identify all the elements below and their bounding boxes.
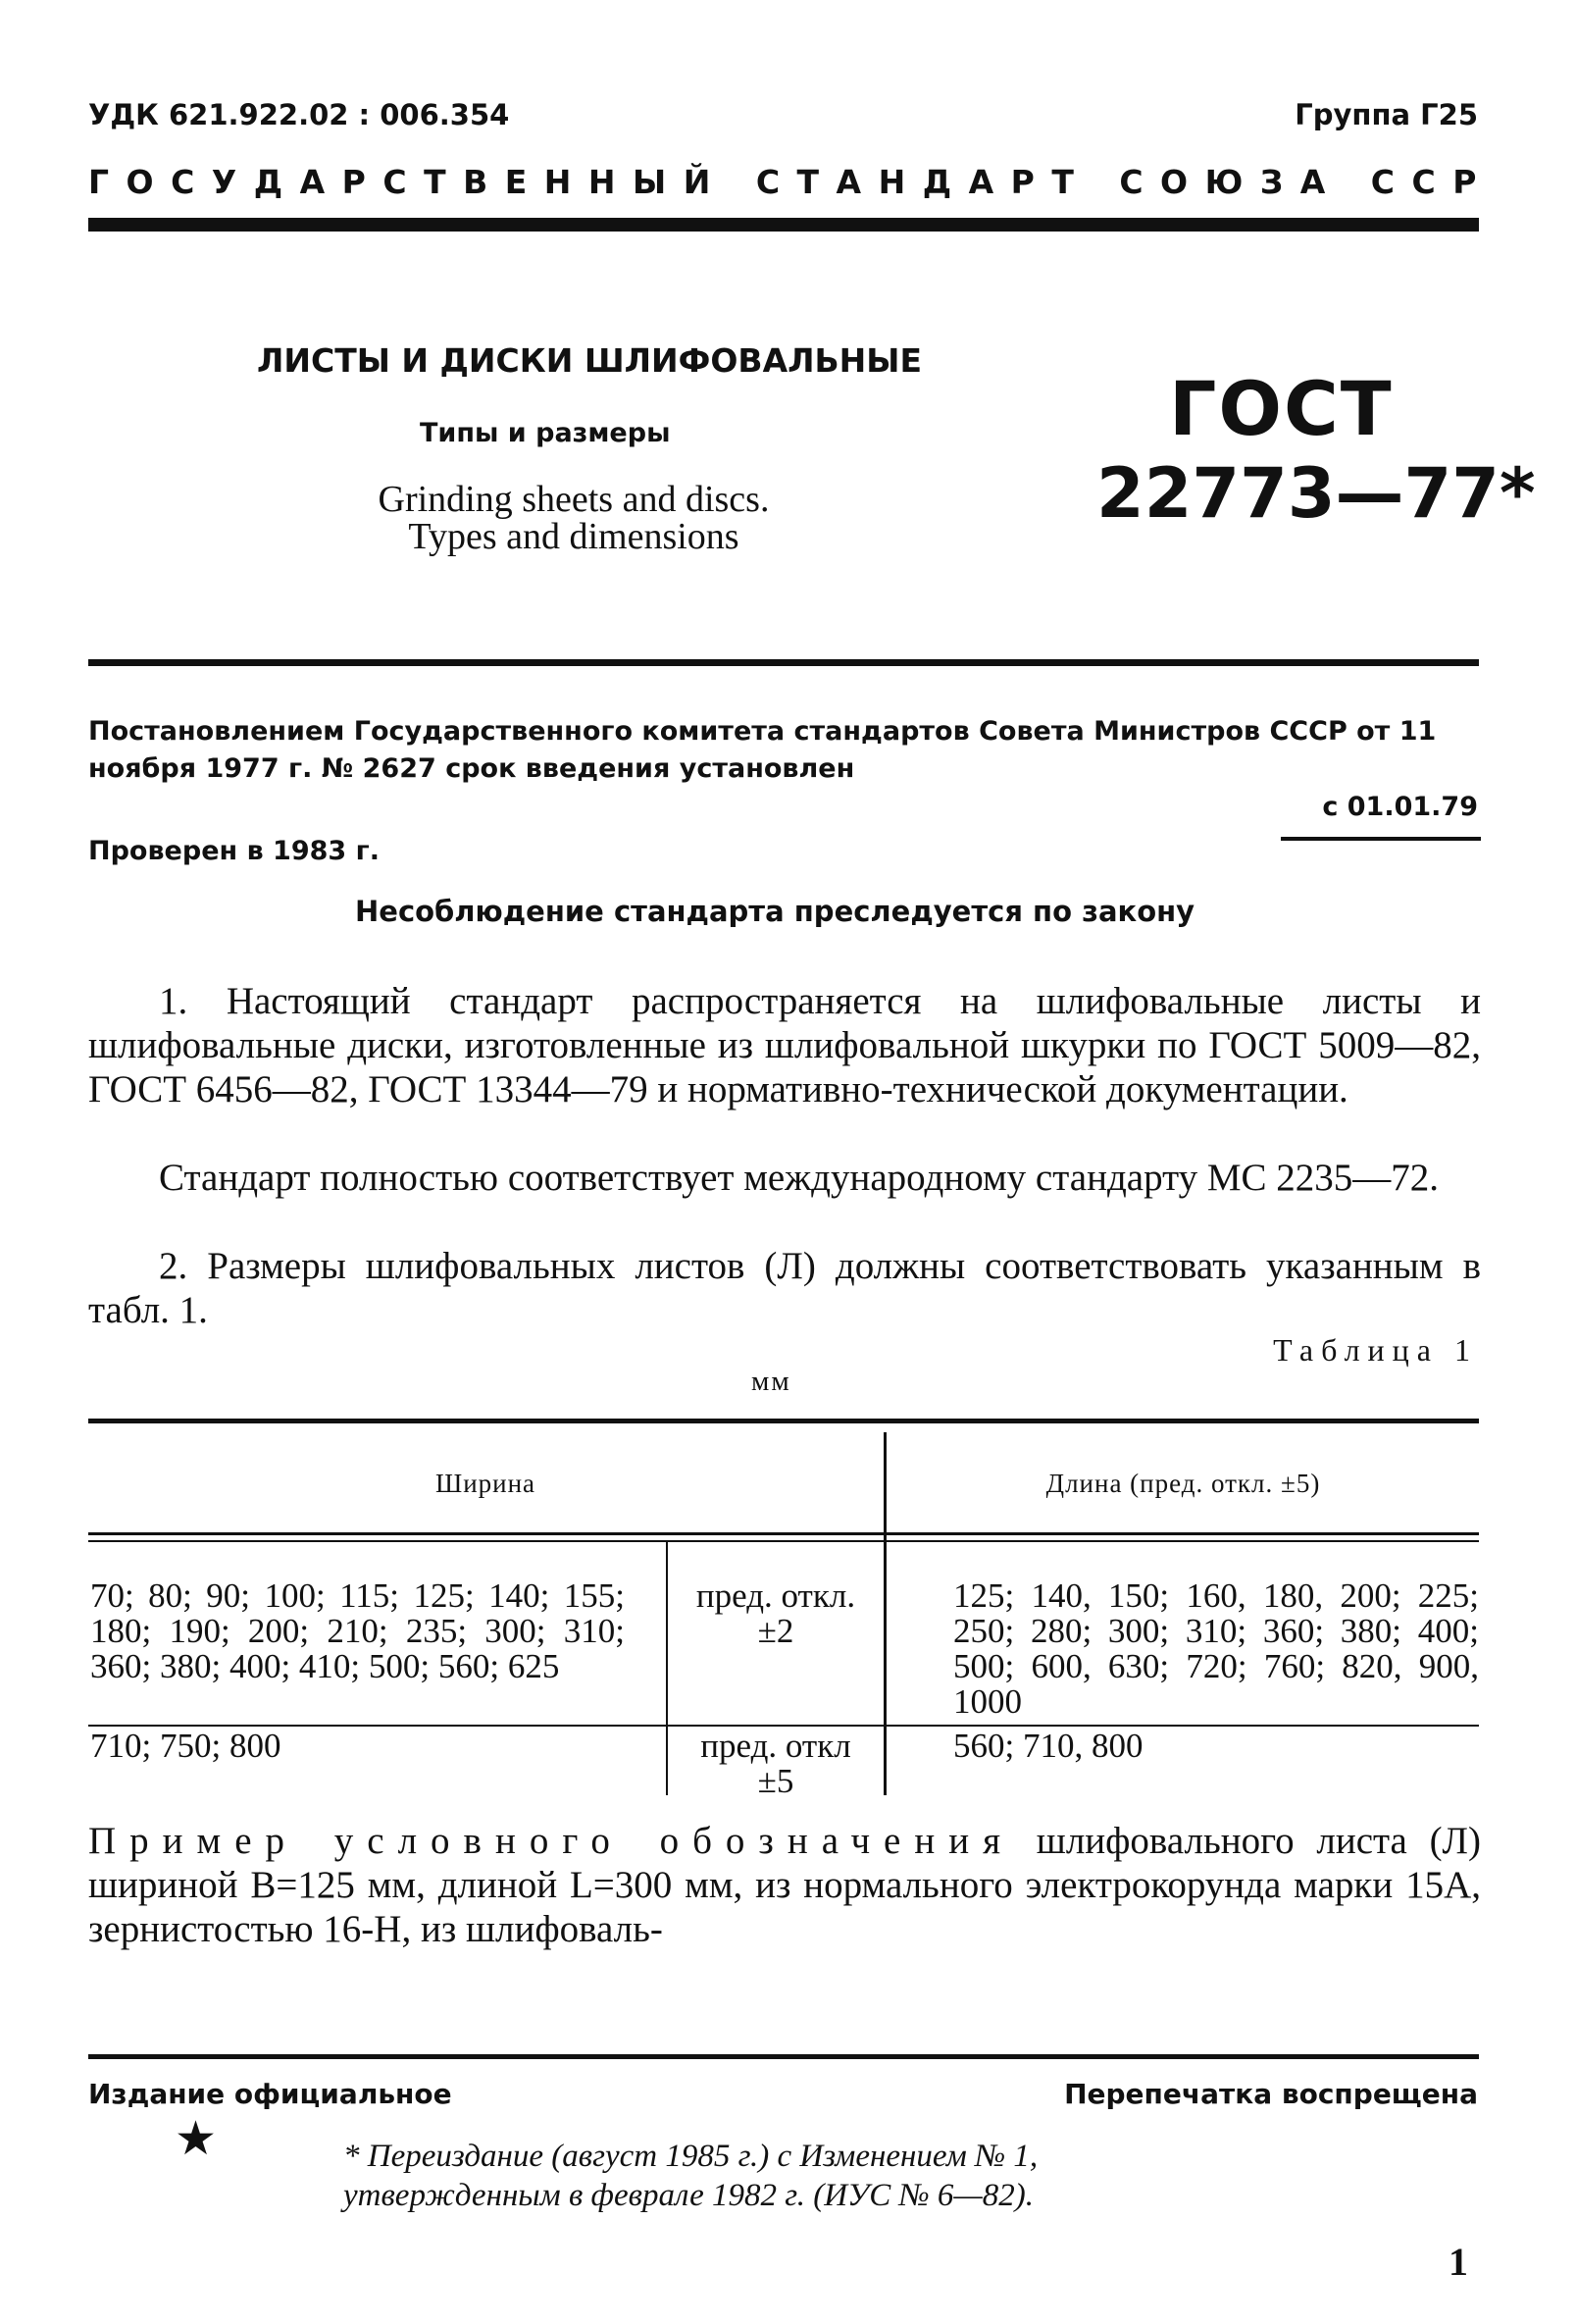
- table-caption: Таблица 1: [1273, 1332, 1478, 1368]
- table-header-width: Ширина: [434, 1469, 536, 1498]
- checked-note: Проверен в 1983 г.: [88, 836, 380, 866]
- table-row-1-widths: 70; 80; 90; 100; 115; 125; 140; 155; 180; 190; 200; 210; 235; 300; 310; 360; 380; 400; 410; 500; 560; 625: [90, 1576, 625, 1685]
- example-text: шлифовального листа (Л) шириной B=125 мм, длиной L=300 мм, из нормального электрокорунда марки 15А, зернистостью 16-Н, из шлифоваль-: [88, 1820, 1481, 1950]
- table-row-2-tolerance: [669, 1729, 883, 1799]
- resolution-text: Постановлением Государственного комитета стандартов Совета Министров СССР от 11 ноября 1977 г. № 2627 срок введения установлен: [88, 716, 1437, 784]
- noncompliance-note: Несоблюдение стандарта преследуется по закону: [355, 895, 1195, 928]
- table-row-1-tolerance-value: ±2: [757, 1612, 794, 1650]
- table-row-1-tolerance: [669, 1578, 883, 1649]
- table-row-1-lengths: 125; 140, 150; 160, 180, 200; 225; 250; 280; 300; 310; 360; 380; 400; 500; 600, 630; 720; 760; 820, 900, 1000: [953, 1576, 1479, 1721]
- bottom-rule: [88, 2054, 1479, 2059]
- example-lead: Пример условного обозначения: [88, 1820, 1015, 1862]
- document-title: ЛИСТЫ И ДИСКИ ШЛИФОВАЛЬНЫЕ: [257, 341, 923, 380]
- paragraph-standard-compliance: Стандарт полностью соответствует международному стандарту МС 2235—72.: [159, 1157, 1440, 1199]
- english-title-line-2: Types and dimensions: [408, 516, 739, 557]
- official-edition: Издание официальное: [88, 2078, 452, 2110]
- middle-rule: [88, 659, 1479, 666]
- table-row-2-lengths: 560; 710, 800: [953, 1727, 1144, 1765]
- effective-date: с 01.01.79: [1322, 792, 1478, 822]
- footnote-line-1: * Переиздание (август 1985 г.) с Изменением № 1,: [343, 2139, 1039, 2174]
- table-row-2-widths: 710; 750; 800: [90, 1727, 281, 1765]
- designation-example: [88, 1819, 1481, 1951]
- table-row-2-tolerance-label: пред. откл: [700, 1727, 851, 1765]
- gost-number: 22773—77*: [1096, 453, 1536, 534]
- no-reprint-notice: Перепечатка воспрещена: [1064, 2078, 1478, 2110]
- state-standard-heading: ГОСУДАРСТВЕННЫЙ СТАНДАРТ СОЮЗА ССР: [88, 163, 1494, 201]
- table-unit: мм: [751, 1366, 791, 1397]
- footnote-line-2: утвержденным в феврале 1982 г. (ИУС № 6—82).: [343, 2178, 1034, 2213]
- english-title: [294, 481, 853, 555]
- english-title-line-1: Grinding sheets and discs.: [378, 479, 770, 520]
- page-number: 1: [1449, 2240, 1468, 2284]
- gost-label: ГОСТ: [1169, 365, 1394, 452]
- table-top-rule: [88, 1419, 1479, 1423]
- table-row-1-tolerance-label: пред. откл.: [695, 1576, 856, 1615]
- table-col-divider-main: [884, 1432, 887, 1795]
- top-rule: [88, 218, 1479, 232]
- table-row-2-tolerance-value: ±5: [757, 1762, 794, 1800]
- table-col-divider-tol: [666, 1540, 668, 1795]
- star-icon: ★: [175, 2113, 218, 2165]
- udk-code: УДК 621.922.02 : 006.354: [88, 98, 510, 131]
- table-header-rule-2: [88, 1540, 1479, 1542]
- reissue-footnote: [343, 2137, 1275, 2215]
- table-header-length: Длина (пред. откл. ±5): [1045, 1469, 1321, 1498]
- paragraph-1: 1. Настоящий стандарт распространяется на шлифовальные листы и шлифовальные диски, изготовленные из шлифовальной шкурки по ГОСТ 5009—82, ГОСТ 6456—82, ГОСТ 13344—79 и нормативно-технической документации.: [88, 980, 1481, 1110]
- table-header-rule: [88, 1532, 1479, 1535]
- paragraph-2: 2. Размеры шлифовальных листов (Л) должны соответствовать указанным в табл. 1.: [88, 1245, 1481, 1331]
- document-subtitle: Типы и размеры: [420, 418, 671, 448]
- group-code: Группа Г25: [1295, 98, 1478, 131]
- date-underline: [1281, 837, 1481, 841]
